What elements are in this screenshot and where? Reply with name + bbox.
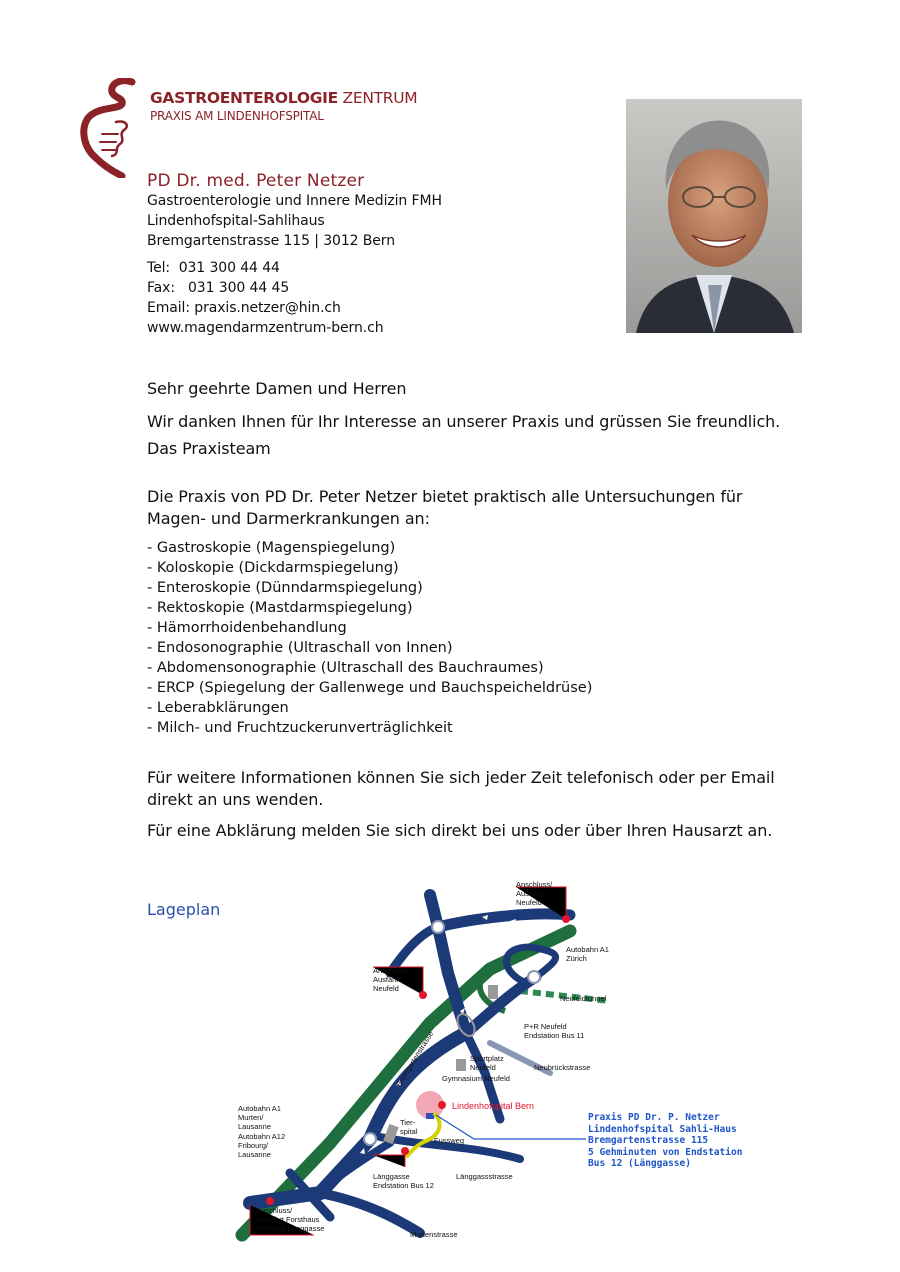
map-label: Neufeld — [470, 1063, 496, 1072]
list-item: - Enteroskopie (Dünndarmspiegelung) — [147, 580, 423, 596]
map-label: Ausfahrt — [373, 975, 401, 984]
annotation-line: Praxis PD Dr. P. Netzer — [588, 1112, 720, 1123]
map-label: Endstation Bus 12 — [373, 1181, 434, 1190]
annotation-line: Lindenhofspital Sahli-Haus — [588, 1123, 737, 1135]
map-label: Anschluss/ — [516, 880, 553, 889]
map-label: Fussweg — [434, 1136, 465, 1145]
intro-line-2: Magen- und Darmerkrankungen an: — [147, 509, 430, 528]
info-line-1: Für weitere Informationen können Sie sich jeder Zeit telefonisch oder per Email — [147, 768, 775, 787]
info-line-2: direkt an uns wenden. — [147, 790, 324, 809]
list-item: - Abdomensonographie (Ultraschall des Bauchraumes) — [147, 660, 544, 676]
map-label: Neubrückstrasse — [534, 1063, 591, 1072]
map-label: Länggassstrasse — [456, 1172, 513, 1181]
map-label: spital — [400, 1127, 418, 1136]
logo-icon — [80, 78, 146, 178]
map-label: Lausanne — [238, 1122, 271, 1131]
logo-title — [150, 89, 417, 107]
annotation-line: Bus 12 (Länggasse) — [588, 1158, 691, 1169]
logo-title-bold: GASTROENTEROLOGIE — [150, 89, 338, 107]
map-label: Tier- — [400, 1118, 416, 1127]
map-label: Gymnasium Neufeld — [442, 1074, 510, 1083]
doctor-photo — [626, 99, 802, 333]
location-map — [230, 873, 750, 1243]
thanks: Wir danken Ihnen für Ihr Interesse an unserer Praxis und grüssen Sie freundlich. — [147, 412, 781, 431]
map-label: Murtenstrasse — [410, 1230, 458, 1239]
fax: Fax: 031 300 44 45 — [147, 280, 290, 296]
map-heading: Lageplan — [147, 900, 221, 919]
email[interactable]: Email: praxis.netzer@hin.ch — [147, 300, 341, 316]
phone: Tel: 031 300 44 44 — [147, 260, 280, 276]
map-label-hospital: Lindenhofspital Bern — [452, 1101, 535, 1111]
map-label: Endstation Bus 11 — [524, 1031, 585, 1040]
map-label: Autobahn A1 — [238, 1104, 281, 1113]
referral: Für eine Abklärung melden Sie sich direkt bei uns oder über Ihren Hausarzt an. — [147, 821, 773, 840]
list-item: - Rektoskopie (Mastdarmspiegelung) — [147, 600, 413, 616]
building: Lindenhofspital-Sahlihaus — [147, 213, 325, 229]
logo-subtitle: PRAXIS AM LINDENHOFSPITAL — [150, 109, 324, 123]
map-label: P+R Neufeld — [524, 1022, 567, 1031]
list-item: - Leberabklärungen — [147, 700, 289, 716]
annotation-line: 5 Gehminuten von Endstation — [588, 1146, 743, 1158]
map-label: Anschluss/ — [256, 1206, 293, 1215]
map-label: Zürich — [566, 954, 587, 963]
list-item: - Endosonographie (Ultraschall von Innen) — [147, 640, 453, 656]
map-annotation — [588, 1112, 742, 1170]
services-list — [147, 538, 592, 738]
map-label: Länggasse — [373, 1172, 410, 1181]
map-label: Autobahn A12 — [238, 1132, 286, 1141]
logo — [80, 78, 146, 178]
list-item: - Gastroskopie (Magenspiegelung) — [147, 540, 396, 556]
doctor-name: PD Dr. med. Peter Netzer — [147, 171, 365, 191]
intro-line-1: Die Praxis von PD Dr. Peter Netzer bietet praktisch alle Untersuchungen für — [147, 487, 743, 506]
map-label: Sportplatz — [470, 1054, 504, 1063]
map-label: Fribourg/ — [238, 1141, 269, 1150]
map-label: Neufeldtunnel — [560, 994, 607, 1003]
map-label: Anschluss/ — [373, 966, 410, 975]
list-item: - Koloskopie (Dickdarmspiegelung) — [147, 560, 399, 576]
map-label: Ausfahrt Forsthaus — [256, 1215, 320, 1224]
annotation-line: Bremgartenstrasse 115 — [588, 1135, 709, 1146]
map-label: Neufeld — [373, 984, 399, 993]
list-item: - ERCP (Spiegelung der Gallenwege und Bauchspeicheldrüse) — [147, 680, 593, 696]
address: Bremgartenstrasse 115 | 3012 Bern — [147, 233, 395, 249]
specialty: Gastroenterologie und Innere Medizin FMH — [147, 193, 442, 209]
map-label: Autobahn A1 — [566, 945, 609, 954]
map-label: Richtung Länggasse — [256, 1224, 325, 1233]
logo-title-rest: ZENTRUM — [337, 89, 418, 107]
map-label: Bremgartenstrasse — [394, 1029, 436, 1089]
signature: Das Praxisteam — [147, 439, 271, 458]
salutation: Sehr geehrte Damen und Herren — [147, 379, 407, 398]
website[interactable]: www.magendarmzentrum-bern.ch — [147, 320, 384, 336]
map-label: Ausfahrt — [516, 889, 544, 898]
list-item: - Hämorrhoidenbehandlung — [147, 620, 347, 636]
map-label: Murten/ — [238, 1113, 264, 1122]
map-label: Neufeld — [516, 898, 542, 907]
list-item: - Milch- und Fruchtzuckerunverträglichkeit — [147, 720, 453, 736]
map-label: Lausanne — [238, 1150, 271, 1159]
